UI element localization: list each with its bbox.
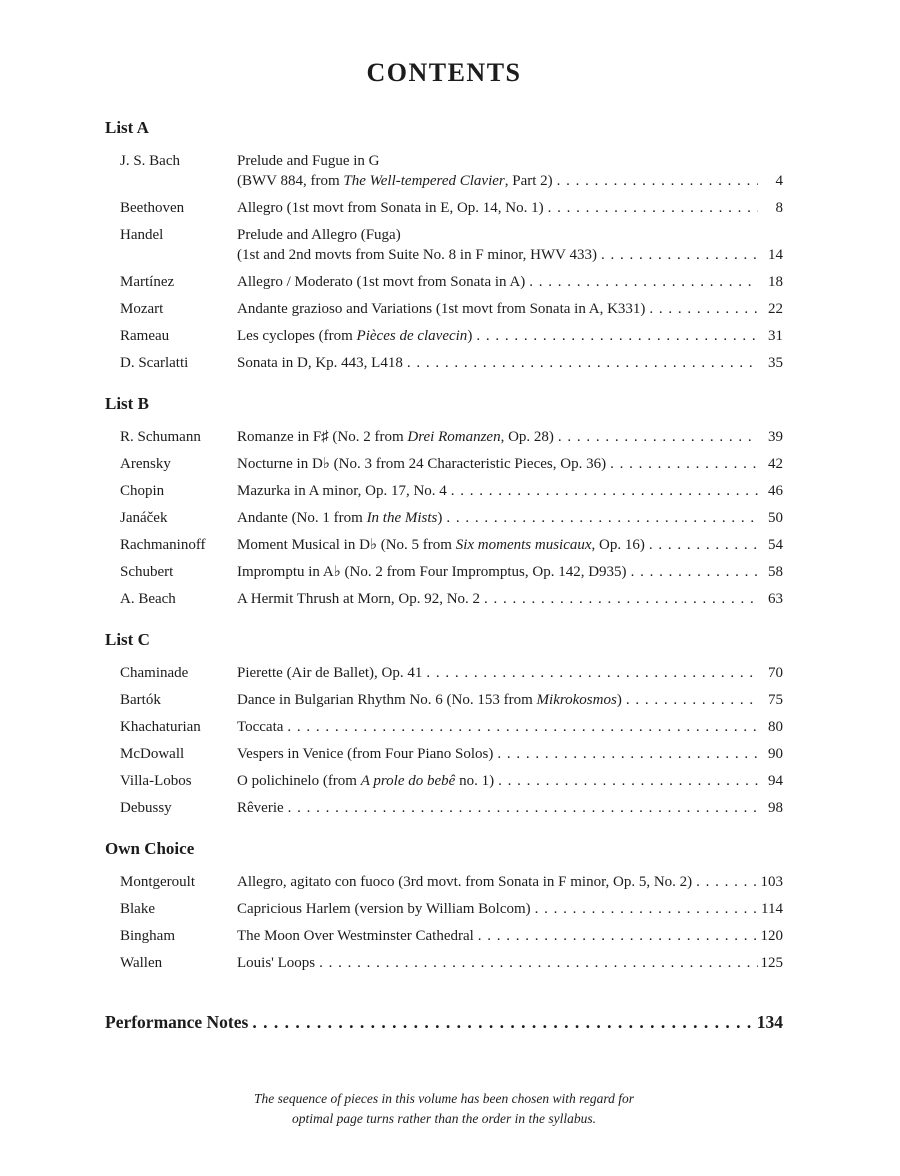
entry-body <box>237 454 783 474</box>
entry-line <box>237 508 783 528</box>
dot-leader <box>696 872 757 892</box>
section-heading: List C <box>105 630 150 649</box>
piece-title: Rêverie <box>237 800 284 816</box>
entry-body <box>237 744 783 764</box>
entry-line <box>237 663 783 683</box>
entry-body <box>237 427 783 447</box>
dot-leader <box>626 690 758 710</box>
composer-name: Rachmaninoff <box>120 537 206 553</box>
entry-line <box>237 171 783 191</box>
performance-notes-page: 134 <box>756 1012 783 1032</box>
page-number: 98 <box>768 800 783 816</box>
entry-line <box>237 744 783 764</box>
entry-body <box>237 225 783 265</box>
composer-name: Mozart <box>120 301 164 317</box>
entry-body <box>237 717 783 737</box>
toc-entry <box>105 225 783 265</box>
composer-name: Arensky <box>120 456 171 472</box>
toc-entry <box>105 454 783 474</box>
entry-body <box>237 299 783 319</box>
page-number: 90 <box>768 746 783 762</box>
composer-name: D. Scarlatti <box>120 355 189 371</box>
dot-leader <box>548 198 758 218</box>
entry-body <box>237 508 783 528</box>
dot-leader <box>252 1011 753 1033</box>
piece-title: Pierette (Air de Ballet), Op. 41 <box>237 665 423 681</box>
page-number: 80 <box>768 719 783 735</box>
entry-line <box>237 562 783 582</box>
dot-leader <box>557 171 758 191</box>
piece-title: Allegro / Moderato (1st movt from Sonata in A) <box>237 274 526 290</box>
toc-entry <box>105 771 783 791</box>
toc-entry <box>105 299 783 319</box>
composer-name: Montgeroult <box>120 874 195 890</box>
composer-name: A. Beach <box>120 591 176 607</box>
entry-line <box>237 481 783 501</box>
entry-line <box>237 353 783 373</box>
page-number: 42 <box>768 456 783 472</box>
entry-line <box>237 798 783 818</box>
composer-name: R. Schumann <box>120 429 201 445</box>
composer-name: McDowall <box>120 746 185 762</box>
page-number: 94 <box>768 773 783 789</box>
toc-section <box>105 839 783 973</box>
piece-title: Andante (No. 1 from In the Mists) <box>237 510 443 526</box>
entry-body <box>237 663 783 683</box>
page-number: 35 <box>768 355 783 371</box>
footer-line-1: The sequence of pieces in this volume has been chosen with regard for <box>254 1091 634 1106</box>
entry-line <box>237 953 783 973</box>
entry-body <box>237 481 783 501</box>
dot-leader <box>476 326 758 346</box>
piece-title: The Moon Over Westminster Cathedral <box>237 928 474 944</box>
entry-body <box>237 353 783 373</box>
composer-name: Chopin <box>120 483 165 499</box>
page-number: 50 <box>768 510 783 526</box>
entry-line <box>237 272 783 292</box>
toc-entry <box>105 353 783 373</box>
dot-leader <box>319 953 757 973</box>
entry-line <box>237 535 783 555</box>
piece-title: Prelude and Fugue in G <box>237 153 380 169</box>
page-number: 8 <box>775 200 783 216</box>
piece-title: (1st and 2nd movts from Suite No. 8 in F minor, HWV 433) <box>237 247 597 263</box>
piece-title: Louis' Loops <box>237 955 316 971</box>
section-heading: Own Choice <box>105 839 195 858</box>
composer-name: Wallen <box>120 955 163 971</box>
toc-entry <box>105 481 783 501</box>
piece-title: Capricious Harlem (version by William Bolcom) <box>237 901 531 917</box>
toc-entry <box>105 198 783 218</box>
entry-body <box>237 690 783 710</box>
composer-name: Martínez <box>120 274 175 290</box>
page-number: 114 <box>761 901 783 917</box>
piece-title: Allegro, agitato con fuoco (3rd movt. from Sonata in F minor, Op. 5, No. 2) <box>237 874 693 890</box>
dot-leader <box>498 771 758 791</box>
dot-leader <box>288 798 758 818</box>
entry-body <box>237 151 783 191</box>
page-number: 39 <box>768 429 783 445</box>
entry-line <box>237 151 783 171</box>
page-number: 75 <box>768 692 783 708</box>
dot-leader <box>610 454 758 474</box>
composer-name: Bartók <box>120 692 161 708</box>
toc-section <box>105 630 783 818</box>
footer-line-2: optimal page turns rather than the order in the syllabus. <box>292 1111 596 1126</box>
entry-line <box>237 690 783 710</box>
performance-notes-row <box>105 1011 783 1033</box>
piece-title: Prelude and Allegro (Fuga) <box>237 227 401 243</box>
dot-leader <box>497 744 758 764</box>
dot-leader <box>446 508 758 528</box>
dot-leader <box>426 663 758 683</box>
composer-name: J. S. Bach <box>120 153 180 169</box>
page-number: 18 <box>768 274 783 290</box>
toc-entry <box>105 562 783 582</box>
composer-name: Khachaturian <box>120 719 201 735</box>
dot-leader <box>558 427 758 447</box>
toc-entry <box>105 508 783 528</box>
page-number: 31 <box>768 328 783 344</box>
piece-title: Sonata in D, Kp. 443, L418 <box>237 355 403 371</box>
toc-entry <box>105 535 783 555</box>
dot-leader <box>407 353 758 373</box>
piece-title: Toccata <box>237 719 284 735</box>
composer-name: Rameau <box>120 328 170 344</box>
page-number: 4 <box>775 173 783 189</box>
piece-title: A Hermit Thrush at Morn, Op. 92, No. 2 <box>237 591 481 607</box>
entry-body <box>237 589 783 609</box>
page-number: 46 <box>768 483 783 499</box>
composer-name: Handel <box>120 227 164 243</box>
composer-name: Chaminade <box>120 665 189 681</box>
page-number: 54 <box>768 537 783 553</box>
composer-name: Beethoven <box>120 200 185 216</box>
dot-leader <box>478 926 758 946</box>
dot-leader <box>535 899 758 919</box>
piece-title: Vespers in Venice (from Four Piano Solos) <box>237 746 494 762</box>
entry-line <box>237 589 783 609</box>
page-number: 63 <box>768 591 783 607</box>
toc-entry <box>105 663 783 683</box>
dot-leader <box>601 245 758 265</box>
toc-entry <box>105 899 783 919</box>
entry-line <box>237 225 783 245</box>
composer-name: Bingham <box>120 928 175 944</box>
piece-title: Romanze in F♯ (No. 2 from Drei Romanzen, Op. 28) <box>237 429 554 445</box>
dot-leader <box>484 589 758 609</box>
entry-line <box>237 245 783 265</box>
entry-body <box>237 326 783 346</box>
section-heading: List B <box>105 394 149 413</box>
toc-entry <box>105 953 783 973</box>
entry-body <box>237 872 783 892</box>
entry-body <box>237 926 783 946</box>
entry-line <box>237 926 783 946</box>
composer-name: Blake <box>120 901 155 917</box>
page-number: 58 <box>768 564 783 580</box>
toc-entry <box>105 744 783 764</box>
page-number: 103 <box>760 874 783 890</box>
entry-line <box>237 427 783 447</box>
dot-leader <box>649 535 758 555</box>
entry-body <box>237 953 783 973</box>
toc-entry <box>105 272 783 292</box>
entry-line <box>237 771 783 791</box>
entry-line <box>237 899 783 919</box>
toc-section <box>105 118 783 373</box>
entry-line <box>237 326 783 346</box>
section-heading: List A <box>105 118 149 137</box>
toc-entry <box>105 926 783 946</box>
entry-body <box>237 899 783 919</box>
entry-body <box>237 562 783 582</box>
composer-name: Schubert <box>120 564 174 580</box>
page-number: 120 <box>760 928 783 944</box>
toc-section <box>105 394 783 609</box>
page-number: 14 <box>768 247 783 263</box>
dot-leader <box>631 562 758 582</box>
toc-entry <box>105 798 783 818</box>
entry-body <box>237 272 783 292</box>
piece-title: Dance in Bulgarian Rhythm No. 6 (No. 153 from Mikrokosmos) <box>237 692 622 708</box>
entry-body <box>237 198 783 218</box>
piece-title: Impromptu in A♭ (No. 2 from Four Impromptus, Op. 142, D935) <box>237 564 627 580</box>
footer-note <box>105 1089 783 1129</box>
page-number: 22 <box>768 301 783 317</box>
toc-entry <box>105 589 783 609</box>
toc-entry <box>105 690 783 710</box>
composer-name: Janáček <box>120 510 168 526</box>
dot-leader <box>649 299 758 319</box>
piece-title: Mazurka in A minor, Op. 17, No. 4 <box>237 483 447 499</box>
entry-line <box>237 198 783 218</box>
page-number: 125 <box>760 955 783 971</box>
performance-notes-label: Performance Notes <box>105 1012 249 1032</box>
toc-entry <box>105 717 783 737</box>
entry-line <box>237 872 783 892</box>
toc-entry <box>105 151 783 191</box>
composer-name: Debussy <box>120 800 172 816</box>
piece-title: Andante grazioso and Variations (1st movt from Sonata in A, K331) <box>237 301 646 317</box>
dot-leader <box>287 717 758 737</box>
entry-line <box>237 454 783 474</box>
entry-line <box>237 717 783 737</box>
piece-title: (BWV 884, from The Well-tempered Clavier, Part 2) <box>237 173 553 189</box>
piece-title: O polichinelo (from A prole do bebê no. 1) <box>237 773 495 789</box>
piece-title: Nocturne in D♭ (No. 3 from 24 Characteristic Pieces, Op. 36) <box>237 456 607 472</box>
toc-entry <box>105 326 783 346</box>
dot-leader <box>529 272 758 292</box>
page-title: CONTENTS <box>366 58 522 87</box>
composer-name: Villa-Lobos <box>120 773 192 789</box>
piece-title: Moment Musical in D♭ (No. 5 from Six moments musicaux, Op. 16) <box>237 537 645 553</box>
piece-title: Allegro (1st movt from Sonata in E, Op. 14, No. 1) <box>237 200 544 216</box>
toc-entry <box>105 872 783 892</box>
toc-sections <box>105 118 783 973</box>
entry-body <box>237 535 783 555</box>
page-number: 70 <box>768 665 783 681</box>
entry-body <box>237 771 783 791</box>
piece-title: Les cyclopes (from Pièces de clavecin) <box>237 328 473 344</box>
entry-body <box>237 798 783 818</box>
entry-line <box>237 299 783 319</box>
dot-leader <box>451 481 758 501</box>
toc-entry <box>105 427 783 447</box>
